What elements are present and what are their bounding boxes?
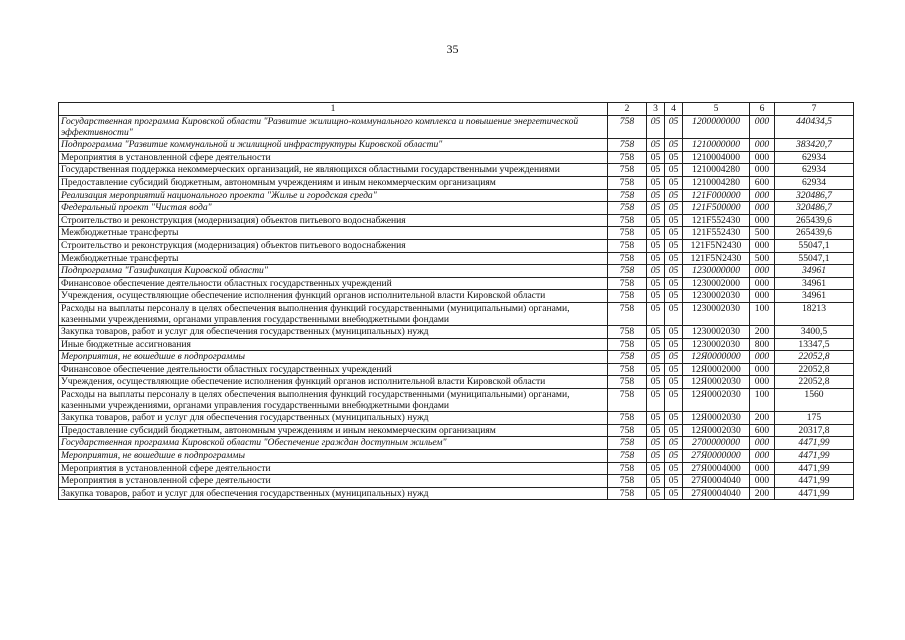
table-row	[59, 475, 854, 488]
row-sum-cell: 34961	[775, 277, 854, 290]
row-grbs-cell: 758	[608, 252, 647, 265]
table-row	[59, 326, 854, 339]
row-expense-type-cell: 000	[750, 376, 775, 389]
row-sum-cell: 4471,99	[775, 450, 854, 463]
table-header-row	[59, 103, 854, 116]
table-body	[59, 116, 854, 500]
table-row	[59, 290, 854, 303]
row-subsection-cell: 05	[665, 437, 683, 450]
row-expense-type-cell: 000	[750, 363, 775, 376]
row-sum-cell: 62934	[775, 176, 854, 189]
row-sum-cell: 22052,8	[775, 376, 854, 389]
row-target-code-cell: 27Я0004000	[683, 462, 750, 475]
row-name-cell: Межбюджетные трансферты	[59, 227, 608, 240]
row-section-cell: 05	[647, 302, 665, 325]
row-expense-type-cell: 000	[750, 437, 775, 450]
row-target-code-cell: 1230002000	[683, 277, 750, 290]
row-subsection-cell: 05	[665, 252, 683, 265]
row-sum-cell: 4471,99	[775, 487, 854, 500]
row-name-cell: Мероприятия, не вошедшие в подпрограммы	[59, 351, 608, 364]
row-grbs-cell: 758	[608, 239, 647, 252]
row-target-code-cell: 12Я0000000	[683, 351, 750, 364]
table-row	[59, 363, 854, 376]
row-sum-cell: 4471,99	[775, 437, 854, 450]
table-row	[59, 176, 854, 189]
table-row	[59, 164, 854, 177]
row-target-code-cell: 1210004280	[683, 164, 750, 177]
row-sum-cell: 320486,7	[775, 202, 854, 215]
row-expense-type-cell: 200	[750, 412, 775, 425]
row-subsection-cell: 05	[665, 189, 683, 202]
row-target-code-cell: 27Я0004040	[683, 487, 750, 500]
row-section-cell: 05	[647, 450, 665, 463]
row-grbs-cell: 758	[608, 437, 647, 450]
table-row	[59, 376, 854, 389]
row-subsection-cell: 05	[665, 164, 683, 177]
row-target-code-cell: 1230002030	[683, 326, 750, 339]
table-row	[59, 151, 854, 164]
row-grbs-cell: 758	[608, 176, 647, 189]
row-grbs-cell: 758	[608, 265, 647, 278]
row-target-code-cell: 121F000000	[683, 189, 750, 202]
column-header: 5	[683, 103, 750, 116]
row-name-cell: Мероприятия, не вошедшие в подпрограммы	[59, 450, 608, 463]
row-grbs-cell: 758	[608, 450, 647, 463]
row-target-code-cell: 1230000000	[683, 265, 750, 278]
row-subsection-cell: 05	[665, 277, 683, 290]
row-grbs-cell: 758	[608, 214, 647, 227]
row-grbs-cell: 758	[608, 376, 647, 389]
row-name-cell: Закупка товаров, работ и услуг для обеспечения государственных (муниципальных) нужд	[59, 487, 608, 500]
row-section-cell: 05	[647, 290, 665, 303]
budget-table	[58, 102, 854, 500]
row-section-cell: 05	[647, 475, 665, 488]
row-grbs-cell: 758	[608, 277, 647, 290]
row-sum-cell: 440434,5	[775, 116, 854, 139]
table-row	[59, 302, 854, 325]
row-name-cell: Учреждения, осуществляющие обеспечение исполнения функций органов исполнительной власти Кировской области	[59, 376, 608, 389]
table-row	[59, 252, 854, 265]
row-target-code-cell: 12Я0002000	[683, 363, 750, 376]
row-target-code-cell: 2700000000	[683, 437, 750, 450]
table-row	[59, 338, 854, 351]
row-name-cell: Подпрограмма "Газификация Кировской области"	[59, 265, 608, 278]
row-section-cell: 05	[647, 239, 665, 252]
row-target-code-cell: 1200000000	[683, 116, 750, 139]
table-row	[59, 277, 854, 290]
column-header: 4	[665, 103, 683, 116]
row-section-cell: 05	[647, 252, 665, 265]
row-section-cell: 05	[647, 176, 665, 189]
row-sum-cell: 20317,8	[775, 424, 854, 437]
table-row	[59, 487, 854, 500]
row-section-cell: 05	[647, 351, 665, 364]
row-name-cell: Строительство и реконструкция (модернизация) объектов питьевого водоснабжения	[59, 214, 608, 227]
row-name-cell: Государственная поддержка некоммерческих организаций, не являющихся областными государственными учреждениями	[59, 164, 608, 177]
table-row	[59, 189, 854, 202]
row-expense-type-cell: 000	[750, 265, 775, 278]
row-grbs-cell: 758	[608, 189, 647, 202]
row-grbs-cell: 758	[608, 487, 647, 500]
row-expense-type-cell: 000	[750, 151, 775, 164]
row-subsection-cell: 05	[665, 412, 683, 425]
row-section-cell: 05	[647, 376, 665, 389]
row-sum-cell: 383420,7	[775, 139, 854, 152]
row-grbs-cell: 758	[608, 475, 647, 488]
row-subsection-cell: 05	[665, 389, 683, 412]
row-grbs-cell: 758	[608, 151, 647, 164]
row-grbs-cell: 758	[608, 164, 647, 177]
row-subsection-cell: 05	[665, 462, 683, 475]
table-row	[59, 437, 854, 450]
row-expense-type-cell: 100	[750, 302, 775, 325]
row-subsection-cell: 05	[665, 239, 683, 252]
table-row	[59, 450, 854, 463]
row-name-cell: Расходы на выплаты персоналу в целях обеспечения выполнения функций государственными (муниципальными) органами, казенными учреждениями, органами управления государственными внебюджетными фондами	[59, 302, 608, 325]
row-expense-type-cell: 000	[750, 450, 775, 463]
row-subsection-cell: 05	[665, 139, 683, 152]
row-subsection-cell: 05	[665, 302, 683, 325]
row-sum-cell: 22052,8	[775, 363, 854, 376]
row-subsection-cell: 05	[665, 338, 683, 351]
row-grbs-cell: 758	[608, 389, 647, 412]
row-section-cell: 05	[647, 424, 665, 437]
page-number: 35	[446, 42, 459, 56]
row-section-cell: 05	[647, 437, 665, 450]
row-name-cell: Межбюджетные трансферты	[59, 252, 608, 265]
row-expense-type-cell: 000	[750, 277, 775, 290]
row-name-cell: Подпрограмма "Развитие коммунальной и жилищной инфраструктуры Кировской области"	[59, 139, 608, 152]
row-grbs-cell: 758	[608, 116, 647, 139]
row-subsection-cell: 05	[665, 265, 683, 278]
row-target-code-cell: 12Я0002030	[683, 389, 750, 412]
column-header: 7	[775, 103, 854, 116]
row-expense-type-cell: 000	[750, 462, 775, 475]
table-row	[59, 265, 854, 278]
table-row	[59, 239, 854, 252]
table-row	[59, 389, 854, 412]
row-target-code-cell: 1230002030	[683, 302, 750, 325]
row-subsection-cell: 05	[665, 376, 683, 389]
row-subsection-cell: 05	[665, 176, 683, 189]
table-row	[59, 139, 854, 152]
row-grbs-cell: 758	[608, 326, 647, 339]
row-expense-type-cell: 600	[750, 176, 775, 189]
row-sum-cell: 265439,6	[775, 227, 854, 240]
row-subsection-cell: 05	[665, 214, 683, 227]
row-subsection-cell: 05	[665, 475, 683, 488]
row-name-cell: Учреждения, осуществляющие обеспечение исполнения функций органов исполнительной власти Кировской области	[59, 290, 608, 303]
row-section-cell: 05	[647, 326, 665, 339]
row-target-code-cell: 12Я0002030	[683, 424, 750, 437]
row-subsection-cell: 05	[665, 363, 683, 376]
row-target-code-cell: 1230002030	[683, 338, 750, 351]
row-name-cell: Строительство и реконструкция (модернизация) объектов питьевого водоснабжения	[59, 239, 608, 252]
row-section-cell: 05	[647, 202, 665, 215]
row-grbs-cell: 758	[608, 202, 647, 215]
row-expense-type-cell: 000	[750, 164, 775, 177]
column-header: 3	[647, 103, 665, 116]
row-expense-type-cell: 800	[750, 338, 775, 351]
row-sum-cell: 55047,1	[775, 252, 854, 265]
row-subsection-cell: 05	[665, 202, 683, 215]
row-name-cell: Предоставление субсидий бюджетным, автономным учреждениям и иным некоммерческим организациям	[59, 176, 608, 189]
row-target-code-cell: 121F552430	[683, 227, 750, 240]
row-grbs-cell: 758	[608, 227, 647, 240]
row-subsection-cell: 05	[665, 351, 683, 364]
row-name-cell: Государственная программа Кировской области "Развитие жилищно-коммунального комплекса и повышение энергетической эффективности"	[59, 116, 608, 139]
row-section-cell: 05	[647, 487, 665, 500]
row-section-cell: 05	[647, 412, 665, 425]
table-row	[59, 412, 854, 425]
row-sum-cell: 4471,99	[775, 475, 854, 488]
row-target-code-cell: 27Я0000000	[683, 450, 750, 463]
row-expense-type-cell: 000	[750, 351, 775, 364]
row-name-cell: Мероприятия в установленной сфере деятельности	[59, 475, 608, 488]
row-grbs-cell: 758	[608, 351, 647, 364]
row-subsection-cell: 05	[665, 450, 683, 463]
row-target-code-cell: 1230002030	[683, 290, 750, 303]
row-expense-type-cell: 000	[750, 475, 775, 488]
row-name-cell: Закупка товаров, работ и услуг для обеспечения государственных (муниципальных) нужд	[59, 326, 608, 339]
row-sum-cell: 22052,8	[775, 351, 854, 364]
row-section-cell: 05	[647, 389, 665, 412]
column-header: 6	[750, 103, 775, 116]
table-row	[59, 462, 854, 475]
row-target-code-cell: 12Я0002030	[683, 376, 750, 389]
row-expense-type-cell: 100	[750, 389, 775, 412]
table-row	[59, 202, 854, 215]
row-name-cell: Финансовое обеспечение деятельности областных государственных учреждений	[59, 277, 608, 290]
row-section-cell: 05	[647, 363, 665, 376]
row-subsection-cell: 05	[665, 290, 683, 303]
row-section-cell: 05	[647, 338, 665, 351]
row-target-code-cell: 1210000000	[683, 139, 750, 152]
row-sum-cell: 62934	[775, 151, 854, 164]
row-target-code-cell: 12Я0002030	[683, 412, 750, 425]
column-header: 2	[608, 103, 647, 116]
row-target-code-cell: 1210004280	[683, 176, 750, 189]
row-subsection-cell: 05	[665, 487, 683, 500]
row-subsection-cell: 05	[665, 116, 683, 139]
row-sum-cell: 18213	[775, 302, 854, 325]
row-name-cell: Мероприятия в установленной сфере деятельности	[59, 151, 608, 164]
table-row	[59, 227, 854, 240]
row-name-cell: Расходы на выплаты персоналу в целях обеспечения выполнения функций государственными (муниципальными) органами, казенными учреждениями, органами управления государственными внебюджетными фондами	[59, 389, 608, 412]
row-target-code-cell: 1210004000	[683, 151, 750, 164]
row-section-cell: 05	[647, 277, 665, 290]
table-row	[59, 116, 854, 139]
row-subsection-cell: 05	[665, 326, 683, 339]
row-expense-type-cell: 500	[750, 252, 775, 265]
row-grbs-cell: 758	[608, 363, 647, 376]
row-subsection-cell: 05	[665, 424, 683, 437]
row-section-cell: 05	[647, 265, 665, 278]
row-section-cell: 05	[647, 462, 665, 475]
column-header: 1	[59, 103, 608, 116]
row-sum-cell: 175	[775, 412, 854, 425]
row-grbs-cell: 758	[608, 462, 647, 475]
row-section-cell: 05	[647, 214, 665, 227]
row-grbs-cell: 758	[608, 424, 647, 437]
row-name-cell: Предоставление субсидий бюджетным, автономным учреждениям и иным некоммерческим организациям	[59, 424, 608, 437]
row-expense-type-cell: 000	[750, 214, 775, 227]
row-expense-type-cell: 000	[750, 139, 775, 152]
row-grbs-cell: 758	[608, 412, 647, 425]
row-name-cell: Реализация мероприятий национального проекта "Жилье и городская среда"	[59, 189, 608, 202]
row-sum-cell: 62934	[775, 164, 854, 177]
row-subsection-cell: 05	[665, 227, 683, 240]
table-row	[59, 424, 854, 437]
row-expense-type-cell: 000	[750, 189, 775, 202]
row-section-cell: 05	[647, 189, 665, 202]
row-section-cell: 05	[647, 139, 665, 152]
row-name-cell: Мероприятия в установленной сфере деятельности	[59, 462, 608, 475]
row-section-cell: 05	[647, 164, 665, 177]
row-sum-cell: 34961	[775, 290, 854, 303]
row-sum-cell: 34961	[775, 265, 854, 278]
row-grbs-cell: 758	[608, 290, 647, 303]
row-name-cell: Финансовое обеспечение деятельности областных государственных учреждений	[59, 363, 608, 376]
row-sum-cell: 265439,6	[775, 214, 854, 227]
row-sum-cell: 3400,5	[775, 326, 854, 339]
row-target-code-cell: 27Я0004040	[683, 475, 750, 488]
row-expense-type-cell: 200	[750, 326, 775, 339]
row-section-cell: 05	[647, 227, 665, 240]
row-grbs-cell: 758	[608, 139, 647, 152]
row-target-code-cell: 121F5N2430	[683, 252, 750, 265]
row-expense-type-cell: 000	[750, 202, 775, 215]
row-target-code-cell: 121F500000	[683, 202, 750, 215]
row-sum-cell: 4471,99	[775, 462, 854, 475]
row-expense-type-cell: 000	[750, 239, 775, 252]
row-expense-type-cell: 600	[750, 424, 775, 437]
row-sum-cell: 13347,5	[775, 338, 854, 351]
row-section-cell: 05	[647, 151, 665, 164]
table-row	[59, 214, 854, 227]
row-name-cell: Федеральный проект "Чистая вода"	[59, 202, 608, 215]
row-target-code-cell: 121F552430	[683, 214, 750, 227]
row-section-cell: 05	[647, 116, 665, 139]
row-expense-type-cell: 500	[750, 227, 775, 240]
row-grbs-cell: 758	[608, 338, 647, 351]
row-expense-type-cell: 200	[750, 487, 775, 500]
row-expense-type-cell: 000	[750, 290, 775, 303]
row-subsection-cell: 05	[665, 151, 683, 164]
row-name-cell: Закупка товаров, работ и услуг для обеспечения государственных (муниципальных) нужд	[59, 412, 608, 425]
row-sum-cell: 320486,7	[775, 189, 854, 202]
row-name-cell: Государственная программа Кировской области "Обеспечение граждан доступным жильем"	[59, 437, 608, 450]
row-expense-type-cell: 000	[750, 116, 775, 139]
row-sum-cell: 1560	[775, 389, 854, 412]
table-row	[59, 351, 854, 364]
row-target-code-cell: 121F5N2430	[683, 239, 750, 252]
row-grbs-cell: 758	[608, 302, 647, 325]
row-sum-cell: 55047,1	[775, 239, 854, 252]
row-name-cell: Иные бюджетные ассигнования	[59, 338, 608, 351]
